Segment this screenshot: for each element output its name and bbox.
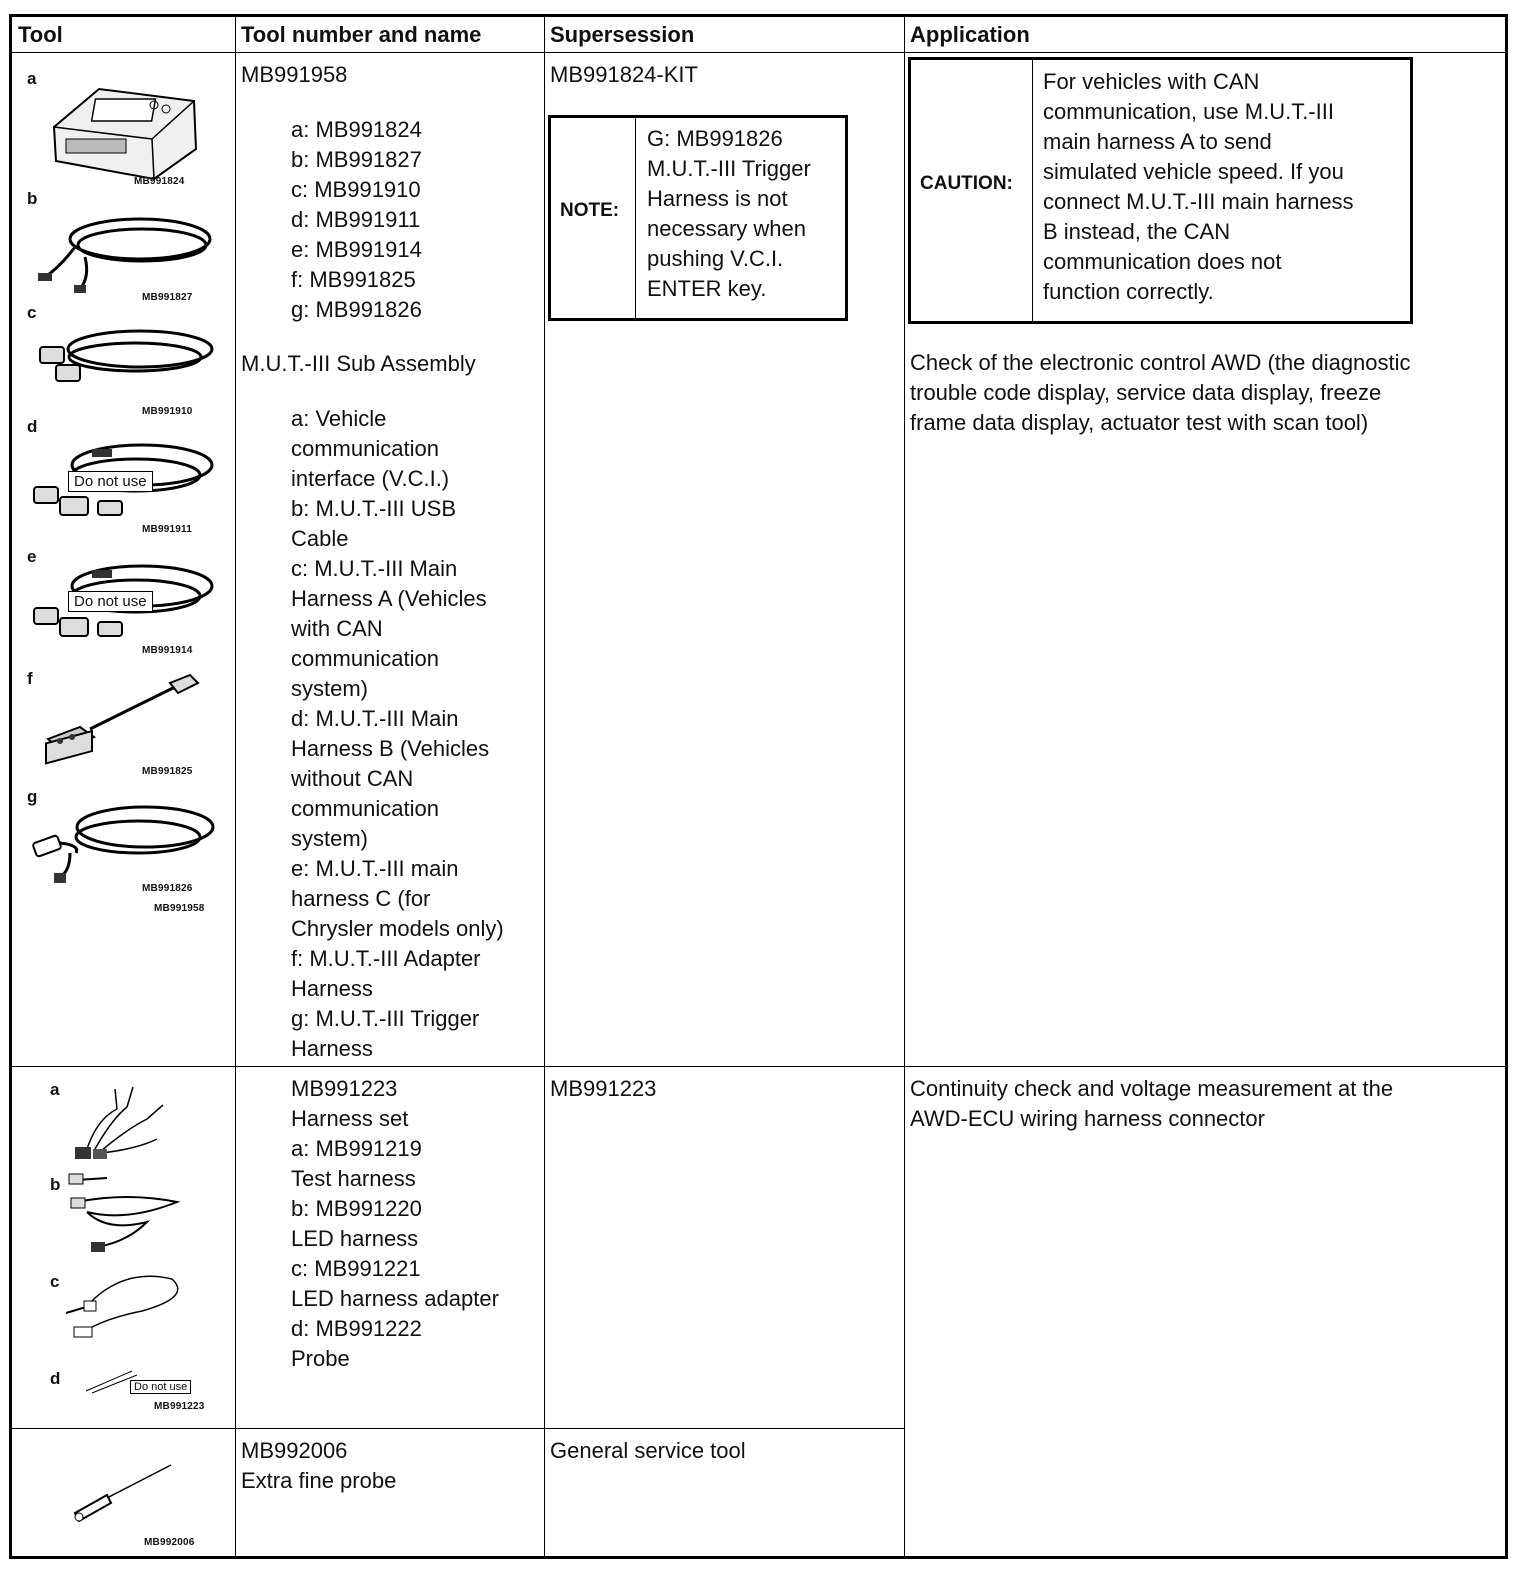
row1-tool-number: MB991958 — [241, 62, 348, 87]
caution-line: main harness A to send — [1043, 129, 1272, 154]
note-line: G: MB991826 — [647, 126, 783, 151]
row2-supersession: MB991223 — [550, 1076, 657, 1101]
main-harness-a-illustration — [30, 317, 215, 397]
image-caption-mb991223: MB991223 — [154, 1401, 205, 1412]
tool-line: Test harness — [291, 1166, 416, 1191]
kit-item: c: MB991910 — [291, 177, 421, 202]
header-tool: Tool — [18, 22, 63, 47]
note-line: ENTER key. — [647, 276, 767, 301]
caution-line: communication, use M.U.T.-III — [1043, 99, 1334, 124]
tool-label-d: d — [27, 417, 38, 436]
led-harness-adapter-illustration — [62, 1267, 187, 1352]
tool-line: MB992006 — [241, 1438, 348, 1463]
column-divider-1 — [235, 17, 236, 1556]
caution-line: B instead, the CAN — [1043, 219, 1231, 244]
caution-line: For vehicles with CAN — [1043, 69, 1260, 94]
column-divider-3 — [904, 17, 905, 1556]
image-caption-mb991826: MB991826 — [142, 883, 193, 894]
row1-supersession: MB991824-KIT — [550, 62, 698, 87]
note-label: NOTE: — [560, 200, 620, 221]
image-caption-mb991911: MB991911 — [142, 524, 192, 535]
kit-item: b: MB991827 — [291, 147, 422, 172]
image-caption-mb992006: MB992006 — [144, 1537, 195, 1548]
tool-line: LED harness — [291, 1226, 419, 1251]
tool-line: Probe — [291, 1346, 350, 1371]
row2-label-c: c — [50, 1272, 60, 1291]
tool-label-b: b — [27, 189, 38, 208]
caution-line: communication does not — [1043, 249, 1282, 274]
tool-line: a: MB991219 — [291, 1136, 422, 1161]
sub-assembly-line: communication — [291, 796, 439, 821]
extra-fine-probe-illustration — [67, 1457, 177, 1527]
sub-assembly-line: harness C (for — [291, 886, 431, 911]
sub-assembly-line: Chrysler models only) — [291, 916, 504, 941]
row-divider-2 — [12, 1428, 904, 1429]
tool-line: b: MB991220 — [291, 1196, 422, 1221]
caution-divider — [1032, 60, 1033, 321]
sub-assembly-line: f: M.U.T.-III Adapter — [291, 946, 481, 971]
sub-assembly-line: communication — [291, 436, 439, 461]
caution-line: function correctly. — [1043, 279, 1214, 304]
sub-assembly-line: Cable — [291, 526, 349, 551]
tool-line: Harness set — [291, 1106, 409, 1131]
special-tools-table — [9, 14, 1508, 1559]
kit-item: g: MB991826 — [291, 297, 422, 322]
note-line: M.U.T.-III Trigger — [647, 156, 811, 181]
usb-cable-illustration — [30, 197, 215, 297]
tool-line: MB991223 — [291, 1076, 398, 1101]
header-application: Application — [910, 22, 1030, 47]
vci-unit-illustration — [44, 79, 214, 189]
sub-assembly-line: Harness A (Vehicles — [291, 586, 487, 611]
row2-label-a: a — [50, 1080, 60, 1099]
note-line: Harness is not — [647, 186, 788, 211]
sub-assembly-line: Harness — [291, 1036, 373, 1061]
application-line: frame data display, actuator test with scan tool) — [910, 410, 1369, 435]
tool-line: c: MB991221 — [291, 1256, 421, 1281]
test-harness-illustration — [67, 1079, 177, 1169]
sub-assembly-line: with CAN — [291, 616, 383, 641]
sub-assembly-line: communication — [291, 646, 439, 671]
tool-label-e: e — [27, 547, 37, 566]
do-not-use-tag-row2: Do not use — [130, 1380, 191, 1394]
row1-sub-assembly-title: M.U.T.-III Sub Assembly — [241, 351, 476, 376]
note-box — [548, 115, 848, 321]
row2-label-b: b — [50, 1175, 61, 1194]
image-caption-mb991958: MB991958 — [154, 903, 205, 914]
application-line: Continuity check and voltage measurement at the — [910, 1076, 1394, 1101]
adapter-harness-illustration — [40, 669, 210, 759]
sub-assembly-line: interface (V.C.I.) — [291, 466, 450, 491]
trigger-harness-illustration — [30, 793, 215, 888]
row-divider-1 — [12, 1066, 1505, 1067]
sub-assembly-line: g: M.U.T.-III Trigger — [291, 1006, 480, 1031]
sub-assembly-line: e: M.U.T.-III main — [291, 856, 459, 881]
image-caption-mb991910: MB991910 — [142, 406, 193, 417]
do-not-use-tag-d: Do not use — [68, 471, 153, 492]
tool-line: d: MB991222 — [291, 1316, 422, 1341]
sub-assembly-line: Harness — [291, 976, 373, 1001]
image-caption-mb991824: MB991824 — [134, 176, 185, 187]
tool-line: Extra fine probe — [241, 1468, 397, 1493]
tool-label-g: g — [27, 787, 38, 806]
caution-line: connect M.U.T.-III main harness — [1043, 189, 1354, 214]
caution-line: simulated vehicle speed. If you — [1043, 159, 1344, 184]
sub-assembly-line: without CAN — [291, 766, 414, 791]
sub-assembly-line: Harness B (Vehicles — [291, 736, 490, 761]
led-harness-illustration — [67, 1172, 187, 1257]
header-divider — [12, 52, 1505, 53]
kit-item: e: MB991914 — [291, 237, 422, 262]
caution-label: CAUTION: — [920, 173, 1013, 194]
image-caption-mb991914: MB991914 — [142, 645, 193, 656]
column-divider-2 — [544, 17, 545, 1556]
note-line: pushing V.C.I. — [647, 246, 784, 271]
sub-assembly-line: a: Vehicle — [291, 406, 387, 431]
tool-label-a: a — [27, 69, 37, 88]
sub-assembly-line: b: M.U.T.-III USB — [291, 496, 457, 521]
header-supersession: Supersession — [550, 22, 695, 47]
application-line: trouble code display, service data display, freeze — [910, 380, 1382, 405]
tool-label-f: f — [27, 669, 33, 688]
kit-item: f: MB991825 — [291, 267, 416, 292]
header-tool-number-name: Tool number and name — [241, 22, 482, 47]
sub-assembly-line: system) — [291, 826, 368, 851]
sub-assembly-line: system) — [291, 676, 368, 701]
note-line: necessary when — [647, 216, 806, 241]
application-line: AWD-ECU wiring harness connector — [910, 1106, 1265, 1131]
sub-assembly-line: c: M.U.T.-III Main — [291, 556, 458, 581]
caution-box — [908, 57, 1413, 324]
row3-supersession: General service tool — [550, 1438, 746, 1463]
application-line: Check of the electronic control AWD (the diagnostic — [910, 350, 1411, 375]
note-divider — [635, 118, 636, 318]
kit-item: d: MB991911 — [291, 207, 421, 232]
kit-item: a: MB991824 — [291, 117, 422, 142]
tool-line: LED harness adapter — [291, 1286, 499, 1311]
row2-label-d: d — [50, 1369, 61, 1388]
tool-label-c: c — [27, 303, 37, 322]
sub-assembly-line: d: M.U.T.-III Main — [291, 706, 459, 731]
do-not-use-tag-e: Do not use — [68, 591, 153, 612]
image-caption-mb991825: MB991825 — [142, 766, 193, 777]
image-caption-mb991827: MB991827 — [142, 292, 193, 303]
